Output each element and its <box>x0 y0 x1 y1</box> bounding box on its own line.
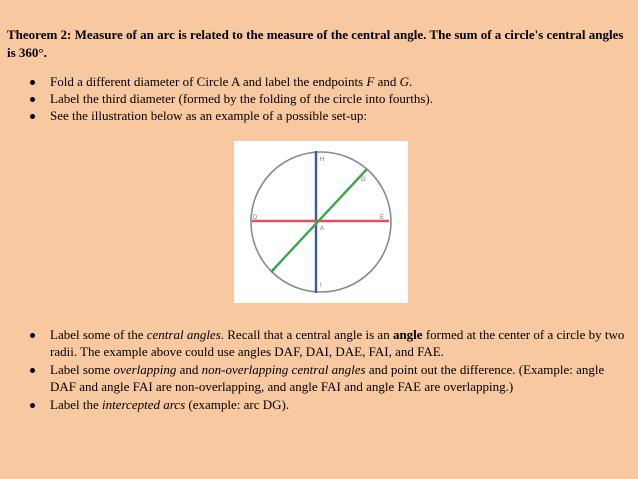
bullet-icon <box>30 80 35 85</box>
list-item: See the illustration below as an example of a possible set-up: <box>0 107 630 124</box>
list-item: Label some overlapping and non-overlapping central angles and point out the difference. (Example: angle DAF and angle FAI are non-overlapping, and angle FAI and angle FAE are overlapping.) <box>0 361 630 395</box>
label-f: F <box>272 269 276 275</box>
theorem-heading: Theorem 2: Measure of an arc is related to the measure of the central angle. The sum of a circle's central angles is 360°. <box>7 27 624 60</box>
label-h: H <box>320 157 325 163</box>
circle-diagram <box>234 141 408 303</box>
bullet-icon <box>30 114 35 119</box>
list-item: Fold a different diameter of Circle A and label the endpoints F and G. <box>0 73 630 90</box>
list-item: Label the third diameter (formed by the folding of the circle into fourths). <box>0 90 630 107</box>
bullet-icon <box>30 333 35 338</box>
label-a: A <box>320 226 325 232</box>
label-d: D <box>253 215 258 221</box>
bullet-icon <box>30 403 35 408</box>
list-item: Label the intercepted arcs (example: arc DG). <box>0 396 630 413</box>
list-item: Label some of the central angles. Recall that a central angle is an angle formed at the center of a circle by two radii. The example above could use angles DAF, DAI, DAE, FAI, and FAE. <box>0 326 630 360</box>
label-g: G <box>361 177 366 183</box>
label-e: E <box>380 215 385 221</box>
circle-illustration <box>234 141 408 303</box>
bullet-icon <box>30 97 35 102</box>
bullet-icon <box>30 368 35 373</box>
instruction-list-top <box>0 73 630 124</box>
instruction-list-bottom <box>0 326 630 414</box>
label-i: I <box>320 283 322 289</box>
